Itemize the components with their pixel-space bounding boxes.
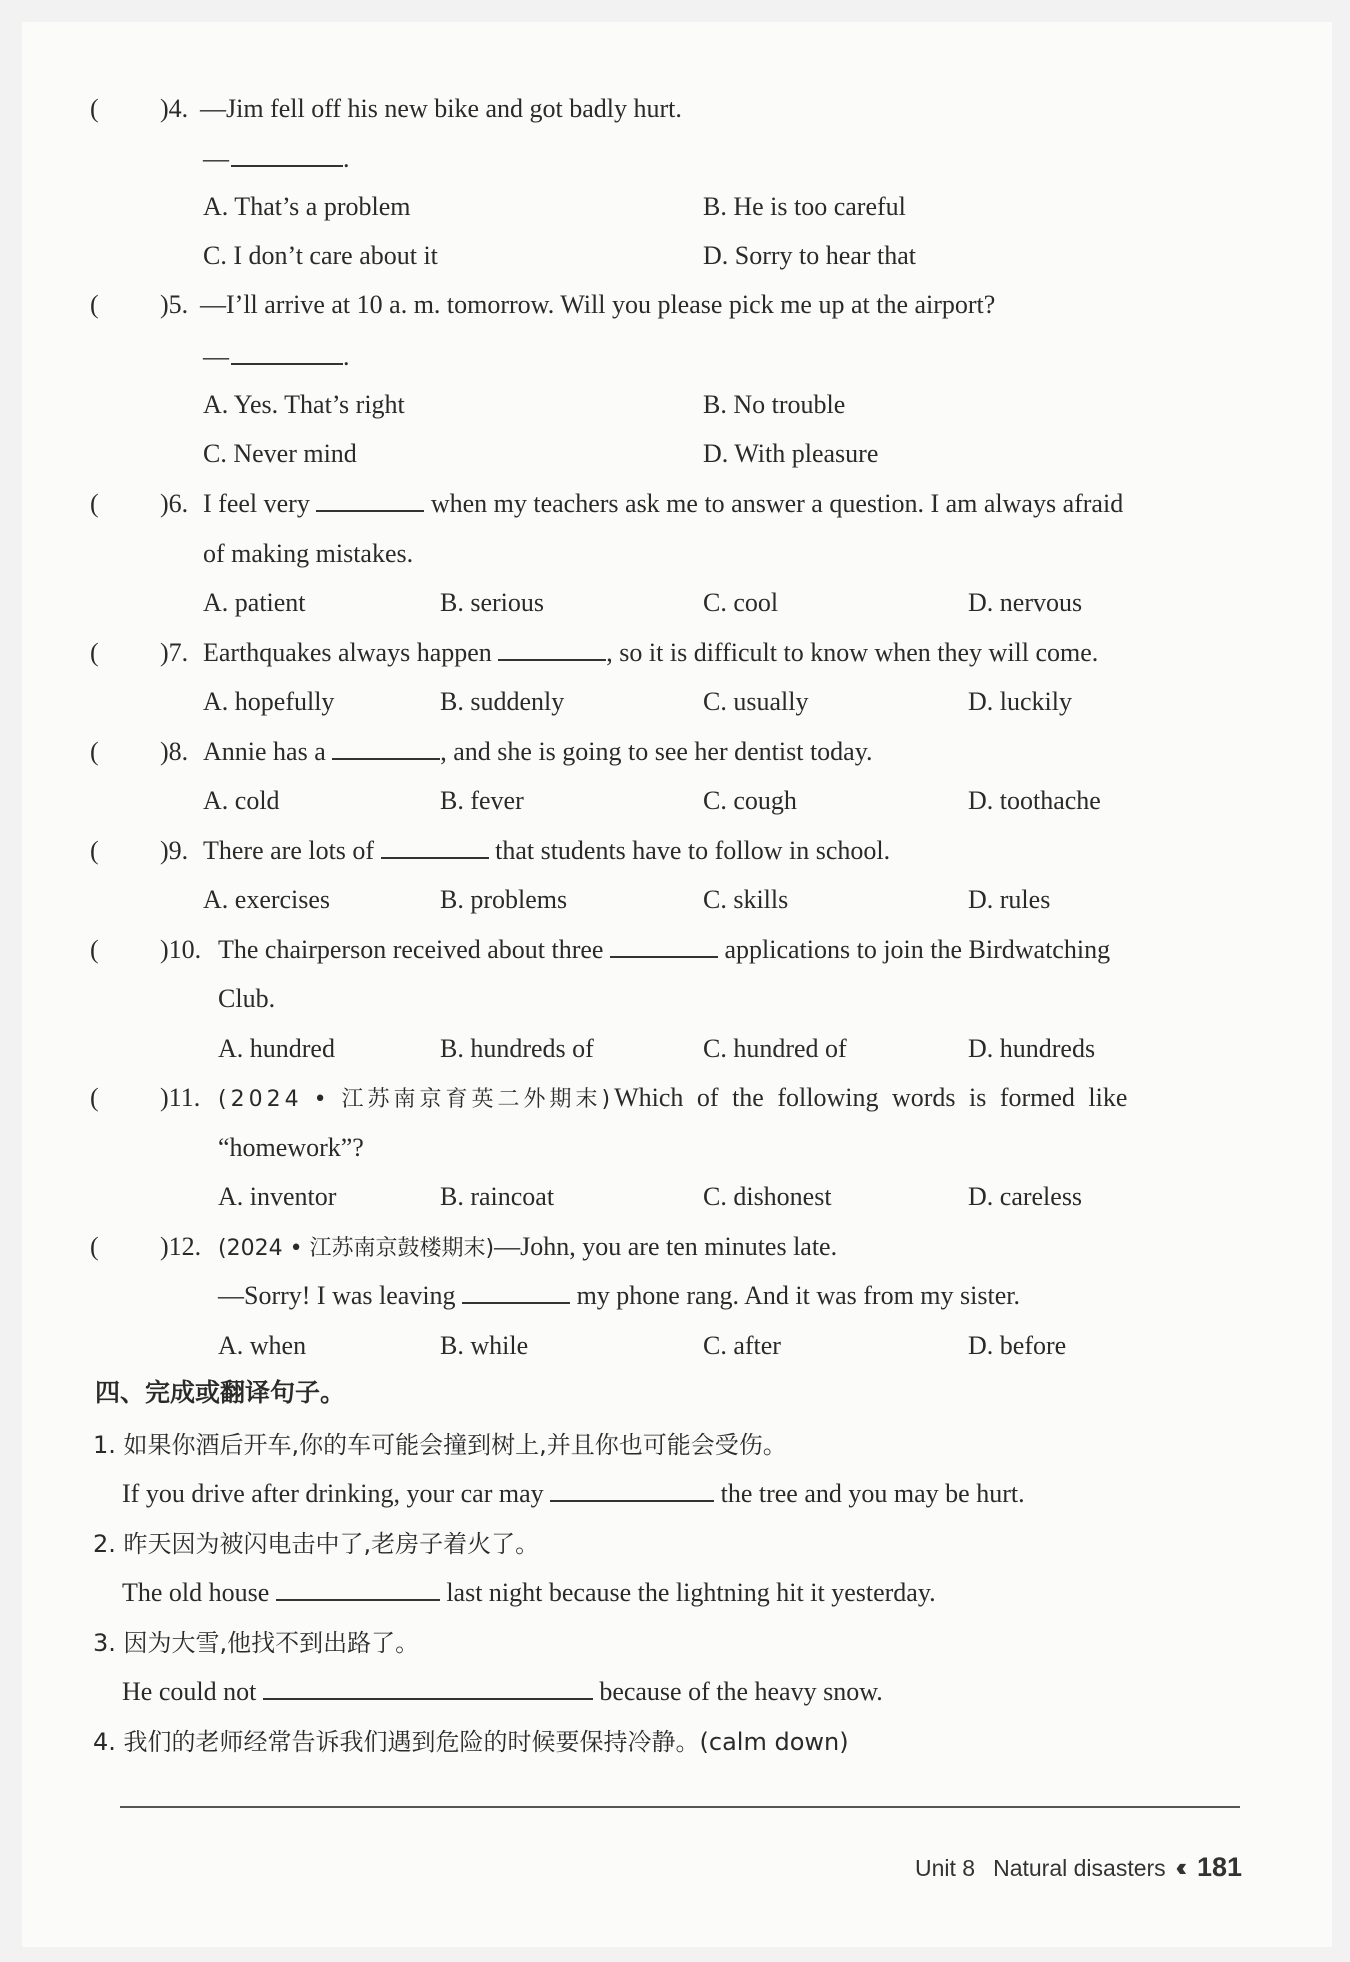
answer-line[interactable]	[120, 1806, 1240, 1808]
question-number: )9.	[160, 836, 189, 865]
option-a[interactable]: A. patient	[203, 588, 306, 617]
question-number: )10.	[160, 935, 202, 964]
option-d[interactable]: D. nervous	[968, 588, 1083, 617]
question-stem: Annie has a , and she is going to see her dentist today.	[203, 737, 873, 766]
reply-line: — .	[203, 144, 350, 173]
answer-blank[interactable]	[462, 1280, 570, 1304]
option-d[interactable]: D. Sorry to hear that	[703, 241, 917, 270]
answer-blank[interactable]	[231, 143, 343, 167]
answer-blank[interactable]	[498, 637, 606, 661]
question-number: )5.	[160, 290, 189, 319]
question-number: )4.	[160, 94, 189, 123]
page-number: 181	[1197, 1852, 1243, 1882]
option-a[interactable]: A. hopefully	[203, 687, 335, 716]
option-b[interactable]: B. fever	[440, 786, 524, 815]
option-c[interactable]: C. skills	[703, 885, 789, 914]
answer-blank[interactable]	[332, 736, 440, 760]
option-b[interactable]: B. while	[440, 1331, 529, 1360]
section-title: 四、完成或翻译句子。	[95, 1378, 346, 1407]
option-b[interactable]: B. serious	[440, 588, 544, 617]
question-stem: (2024 • 江苏南京育英二外期末)Which of the following words is formed like	[218, 1083, 1128, 1112]
question-stem-cont: “homework”?	[218, 1133, 364, 1162]
question-number: )12.	[160, 1232, 202, 1261]
question-stem: Earthquakes always happen , so it is difficult to know when they will come.	[203, 638, 1099, 667]
option-c[interactable]: C. Never mind	[203, 439, 357, 468]
option-c[interactable]: C. I don’t care about it	[203, 241, 438, 270]
answer-blank[interactable]	[550, 1478, 714, 1502]
option-c[interactable]: C. cool	[703, 588, 779, 617]
question-source: (2024 • 江苏南京鼓楼期末)	[218, 1236, 495, 1261]
option-a[interactable]: A. when	[218, 1331, 307, 1360]
translation-sentence: The old house last night because the lightning hit it yesterday.	[122, 1578, 936, 1607]
question-stem: (2024 • 江苏南京鼓楼期末)—John, you are ten minutes late.	[218, 1232, 838, 1261]
option-a[interactable]: A. Yes. That’s right	[203, 390, 405, 419]
question-stem: I feel very when my teachers ask me to answer a question. I am always afraid	[203, 489, 1124, 518]
question-source: (2024 • 江苏南京育英二外期末)	[218, 1087, 615, 1112]
answer-paren[interactable]: (	[90, 638, 99, 667]
question-stem: The chairperson received about three applications to join the Birdwatching	[218, 935, 1111, 964]
answer-blank[interactable]	[231, 341, 343, 365]
answer-paren[interactable]: (	[90, 836, 99, 865]
question-stem-cont: of making mistakes.	[203, 539, 414, 568]
question-number: )8.	[160, 737, 189, 766]
question-stem: —I’ll arrive at 10 a. m. tomorrow. Will you please pick me up at the airport?	[200, 290, 996, 319]
footer-unit: Unit 8	[915, 1855, 976, 1881]
option-d[interactable]: D. before	[968, 1331, 1067, 1360]
answer-paren[interactable]: (	[90, 290, 99, 319]
translation-prompt: 3. 因为大雪,他找不到出路了。	[93, 1629, 420, 1657]
answer-paren[interactable]: (	[90, 94, 99, 123]
translation-prompt: 1. 如果你酒后开车,你的车可能会撞到树上,并且你也可能会受伤。	[93, 1431, 787, 1459]
option-c[interactable]: C. after	[703, 1331, 781, 1360]
option-c[interactable]: C. cough	[703, 786, 797, 815]
option-d[interactable]: D. hundreds	[968, 1034, 1096, 1063]
option-b[interactable]: B. problems	[440, 885, 568, 914]
option-a[interactable]: A. cold	[203, 786, 280, 815]
answer-blank[interactable]	[381, 835, 489, 859]
translation-prompt: 4. 我们的老师经常告诉我们遇到危险的时候要保持冷静。(calm down)	[93, 1728, 849, 1756]
translation-sentence: If you drive after drinking, your car may the tree and you may be hurt.	[122, 1479, 1025, 1508]
answer-paren[interactable]: (	[90, 935, 99, 964]
answer-paren[interactable]: (	[90, 1232, 99, 1261]
answer-paren[interactable]: (	[90, 737, 99, 766]
question-number: )7.	[160, 638, 189, 667]
option-d[interactable]: D. With pleasure	[703, 439, 879, 468]
footer-title: Natural disasters	[993, 1855, 1166, 1881]
question-stem-cont: Club.	[218, 984, 276, 1013]
option-c[interactable]: C. dishonest	[703, 1182, 832, 1211]
question-stem: There are lots of that students have to follow in school.	[203, 836, 891, 865]
page-footer	[915, 1850, 1242, 1885]
option-d[interactable]: D. careless	[968, 1182, 1083, 1211]
answer-paren[interactable]: (	[90, 1083, 99, 1112]
option-b[interactable]: B. suddenly	[440, 687, 565, 716]
answer-blank[interactable]	[316, 488, 424, 512]
option-a[interactable]: A. exercises	[203, 885, 331, 914]
answer-paren[interactable]: (	[90, 489, 99, 518]
option-b[interactable]: B. hundreds of	[440, 1034, 594, 1063]
option-a[interactable]: A. hundred	[218, 1034, 335, 1063]
option-d[interactable]: D. rules	[968, 885, 1051, 914]
translation-prompt: 2. 昨天因为被闪电击中了,老房子着火了。	[93, 1530, 540, 1558]
question-stem: —Jim fell off his new bike and got badly hurt.	[200, 94, 682, 123]
option-b[interactable]: B. raincoat	[440, 1182, 555, 1211]
option-a[interactable]: A. inventor	[218, 1182, 337, 1211]
option-d[interactable]: D. luckily	[968, 687, 1072, 716]
option-c[interactable]: C. usually	[703, 687, 809, 716]
question-stem-cont: —Sorry! I was leaving my phone rang. And it was from my sister.	[218, 1281, 1020, 1310]
answer-blank[interactable]	[276, 1577, 440, 1601]
translation-sentence: He could not because of the heavy snow.	[122, 1677, 883, 1706]
option-b[interactable]: B. No trouble	[703, 390, 846, 419]
option-c[interactable]: C. hundred of	[703, 1034, 847, 1063]
question-number: )11.	[160, 1083, 201, 1112]
option-b[interactable]: B. He is too careful	[703, 192, 906, 221]
option-d[interactable]: D. toothache	[968, 786, 1101, 815]
option-a[interactable]: A. That’s a problem	[203, 192, 411, 221]
double-chevron-left-icon: ‹‹	[1175, 1852, 1181, 1882]
answer-blank[interactable]	[263, 1676, 593, 1700]
question-number: )6.	[160, 489, 189, 518]
reply-line: — .	[203, 342, 350, 371]
answer-blank[interactable]	[610, 934, 718, 958]
